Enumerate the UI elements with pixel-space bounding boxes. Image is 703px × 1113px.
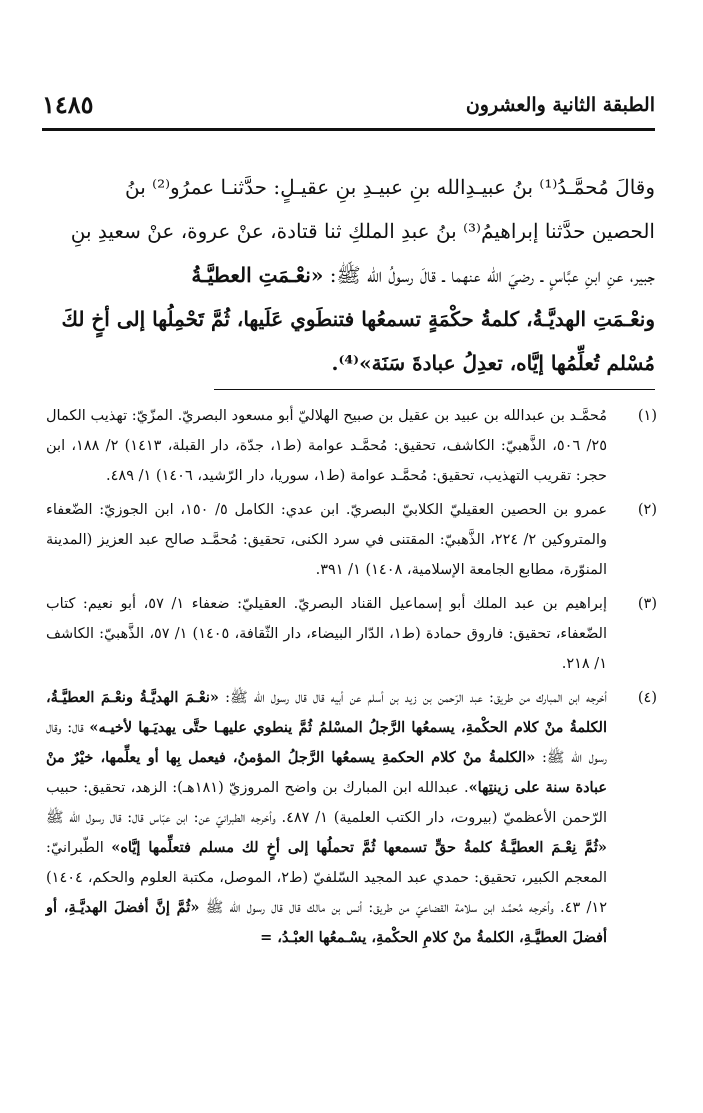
main-text-line-3-bold: «نعْـمَتِ العطيَّـةُ <box>191 263 324 287</box>
main-text-line-2: الحصين حدَّثنا إبراهيمُ⁽³⁾ بنُ عبدِ الملكِ ثنا قتادة، عنْ عروة، عنْ سعيدِ بنِ <box>70 219 655 243</box>
main-text-line-4-bold: ونعْـمَتِ الهديَّـةُ، كلمةُ حكْمَةٍ تسمعُها فتنطَوي عَلَيها، ثُمَّ تَحْمِلُها إلى أخٍ لكَ <box>61 307 655 331</box>
footnote-4 <box>46 683 657 953</box>
footnote-number: (٣) <box>637 596 657 612</box>
main-text-line-4 <box>54 297 655 341</box>
footnote-3 <box>46 589 657 679</box>
footnote-text-part: قال: وقال رسول الله ﷺ: <box>46 720 608 766</box>
footnote-number: (٢) <box>637 502 657 518</box>
main-text-line-3-plain: جبير، عنِ ابنِ عبَّاسٍ ـ رضيَ الله عنهما ـ قالَ رسولُ الله ﷺ: <box>329 263 655 287</box>
footnote-2 <box>46 495 657 585</box>
footnote-number: (١) <box>637 408 657 424</box>
footnote-text: عمرو بن الحصين العقيليّ الكلابيّ البصريّ. ابن عدي: الكامل ٥/ ١٥٠، ابن الجوزيّ: الضّعفاء والمتروكين ٢/ ٢٢٤، الذَّهبيّ: المقتنى في سرد الكنى، تحقيق: مُحمَّـد صالح عبد العزيز (المدينة المنوّرة، مطابع الجامعة الإسلامية، ١٤٠٨) ١/ ٣٩١. <box>46 502 607 578</box>
main-text-line-3 <box>54 253 655 297</box>
page-header <box>42 90 655 126</box>
main-text-line-5 <box>54 341 655 385</box>
header-rule <box>42 128 655 131</box>
footnote-number: (٤) <box>637 690 657 706</box>
footnote-divider <box>214 389 655 390</box>
footnote-text-part: أخرجه ابن المبارك من طريق: عبد الرّحمن بن زيد بن أسلم عن أبيه قال قال رسول الله ﷺ: <box>219 690 608 706</box>
footnote-1 <box>46 401 657 491</box>
main-text <box>54 165 655 385</box>
hadith-quote: «ثُمَّ إنَّ أفضلَ الهديَّـةِ، أو أفضلَ العطيَّـةِ، الكلمةُ منْ كلامِ الحكْمةِ، يسْـمعُها العبْـدُ، = <box>46 899 607 946</box>
footnote-text-part: . عبدالله ابن المبارك بن واضح المروزيّ (١٨١هـ): الزهد، تحقيق: حبيب الرّحمن الأعظميّ (بيروت، دار الكتب العلمية) ١/ ٤٨٧. وأخرجه الطبرانيّ عن: ابن عبّاس قال: قال رسول الله ﷺ <box>46 780 608 826</box>
footnote-text: إبراهيم بن عبد الملك أبو إسماعيل القناد البصريّ. العقيليّ: ضعفاء ١/ ٥٧، أبو نعيم: كتاب الضّعفاء، تحقيق: فاروق حمادة (ط١، الدّار البيضاء، دار الثّقافة، ١٤٠٥) ١/ ٥٧، الذَّهبيّ: الكاشف ١/ ٢١٨. <box>46 596 608 672</box>
footnote-text-part: الطّبرانيّ: المعجم الكبير، تحقيق: حمدي عبد المجيد السّلفيّ (ط٢، الموصل، مكتبة العلوم والحكم، ١٤٠٤) ١٢/ ٤٣. وأخرجه مُحمَّـد ابن سلامة القضاعيّ من طريق: أنس بن مالك قال قال رسول الله ﷺ <box>46 840 607 916</box>
footnote-text: مُحمَّـد بن عبدالله بن عبيد بن عقيل بن صبيح الهلاليّ أبو مسعود البصريّ. المزّيّ: تهذيب الكمال ٢٥/ ٥٠٦، الذَّهبيّ: الكاشف، تحقيق: مُحمَّـد عوامة (ط١، جدّة، دار القبلة، ١٤١٣) ٢/ ١٨٨، ابن حجر: تقريب التهذيب، تحقيق: مُحمَّـد عوامة (ط١، سوريا، دار الرّشيد، ١٤٠٦) ١/ ٤٨٩. <box>46 408 607 484</box>
page-number: ١٤٨٥ <box>42 90 94 119</box>
footnote-text <box>46 683 607 953</box>
footnotes <box>46 401 657 957</box>
hadith-quote: «ثُمَّ نِعْـمَ العطيَّـةُ كلمةُ حقٍّ تسمعها ثُمَّ تحملُها إلى أخٍ لك مسلم فتعلِّمها إيَّاه» <box>111 839 607 856</box>
hadith-quote: «الكلمةُ منْ كلام الحكمةِ يسمعُها الرَّجلُ المؤمنُ، فيعمل بِها أو يعلِّمها، خيْرٌ منْ عبادة سنة على زينتِها» <box>46 749 607 796</box>
hadith-quote: «نعْـمَ الهديَّـةُ ونعْـمَ العطيَّـةُ، الكلمةُ منْ كلام الحكْمةِ، يسمعُها الرَّجلُ المسْلمُ ثُمَّ ينطوي عليهـا حتَّى يهديَـها لأخيـه» <box>46 689 607 736</box>
running-title: الطبقة الثانية والعشرون <box>465 94 655 116</box>
main-text-line-1: وقالَ مُحمَّـدُ⁽¹⁾ بنُ عبيـدِالله بنِ عبيـدِ بنِ عقيـلٍ: حدَّثنـا عمرُو⁽²⁾ بنُ <box>125 175 655 199</box>
main-text-line-5-bold: مُسْلم تُعلِّمُها إيَّاه، تعدِلُ عبادةَ سَنَة»⁽⁴⁾. <box>331 351 655 375</box>
